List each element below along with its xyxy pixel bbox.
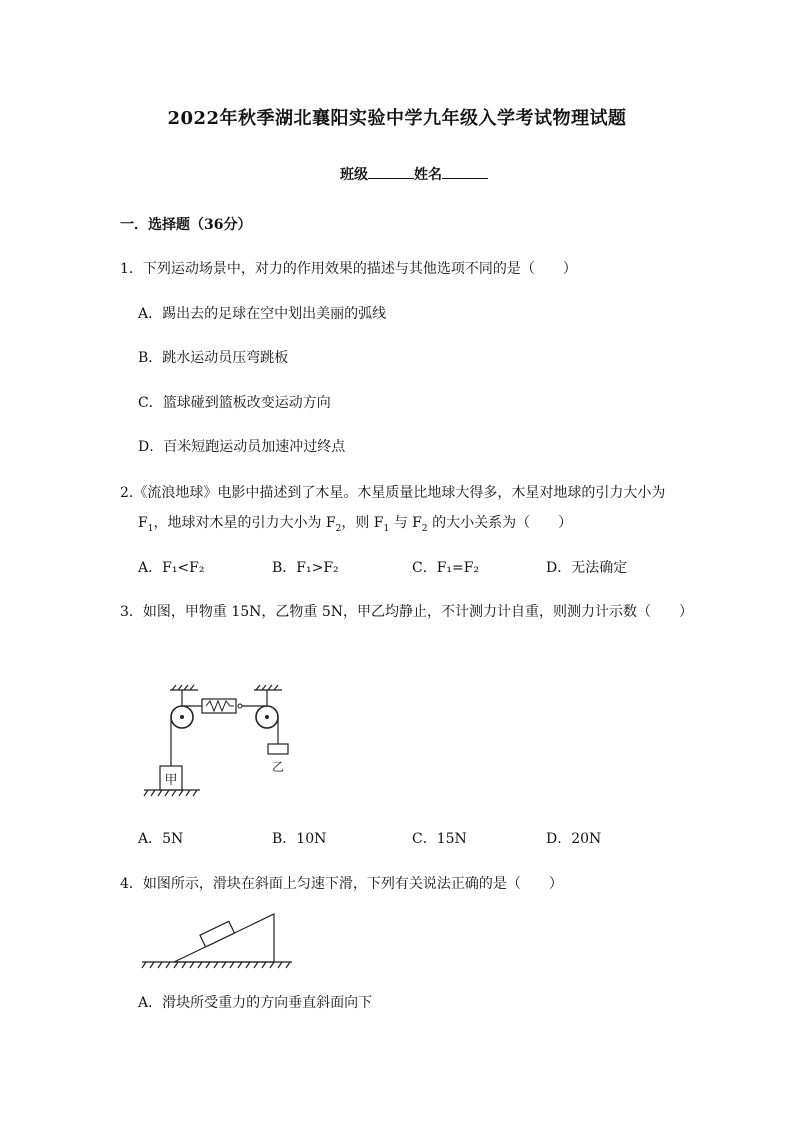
class-label: 班级 <box>340 167 368 183</box>
pulley-spring-scale-figure <box>140 684 300 804</box>
q1-option-b: B．跳水运动员压弯跳板 <box>138 350 289 366</box>
page-title: 2022年秋季湖北襄阳实验中学九年级入学考试物理试题 <box>167 108 627 129</box>
class-blank <box>368 166 414 179</box>
q3-option-a: A．5N <box>138 831 184 847</box>
slider-block <box>200 921 234 947</box>
q2-option-b: B．F₁>F₂ <box>272 560 339 576</box>
name-label: 姓名 <box>414 167 442 183</box>
incline-slider-figure <box>140 912 300 970</box>
ceiling-hatch-right <box>254 685 282 690</box>
ground-hatch-incline <box>142 962 292 968</box>
label-jia: 甲 <box>164 773 178 788</box>
q4-option-a: A．滑块所受重力的方向垂直斜面向下 <box>138 995 373 1011</box>
q3-option-b: B．10N <box>272 831 327 847</box>
name-blank <box>442 166 488 179</box>
q1-option-a: A．踢出去的足球在空中划出美丽的弧线 <box>138 306 387 322</box>
block-yi <box>268 744 288 754</box>
class-name-line <box>340 164 488 184</box>
q3-stem: 3．如图，甲物重 15N，乙物重 5N，甲乙均静止，不计测力计自重，则测力计示数（ ） <box>120 604 694 620</box>
ceiling-hatch-left <box>170 685 198 690</box>
q3-option-d: D．20N <box>546 831 602 847</box>
q2-stem-line2: $F_1$，地球对木星的引力大小为 $F_2$，则 $F_1$ 与 $F_2$ 的大小关系为（ ） <box>138 515 573 534</box>
q1-option-c: C．篮球碰到篮板改变运动方向 <box>138 395 331 411</box>
label-yi: 乙 <box>271 760 285 774</box>
q2-option-d: D．无法确定 <box>546 560 628 576</box>
q1-stem: 1．下列运动场景中，对力的作用效果的描述与其他选项不同的是（ ） <box>120 261 577 277</box>
q3-option-c: C．15N <box>412 831 467 847</box>
ground-hatch <box>144 790 200 796</box>
q1-option-d: D．百米短跑运动员加速冲过终点 <box>138 439 346 455</box>
q2-option-c: C．F₁=F₂ <box>412 560 480 576</box>
right-pulley <box>256 706 278 728</box>
q2-stem-line1: 2.《流浪地球》电影中描述到了木星。木星质量比地球大得多，木星对地球的引力大小为 <box>120 485 666 501</box>
left-pulley <box>171 706 193 728</box>
q2-option-a: A．F₁<F₂ <box>138 560 205 576</box>
spring-scale <box>202 699 236 713</box>
q4-stem: 4．如图所示，滑块在斜面上匀速下滑，下列有关说法正确的是（ ） <box>120 876 563 892</box>
section-heading: 一．选择题（36分） <box>120 217 252 233</box>
